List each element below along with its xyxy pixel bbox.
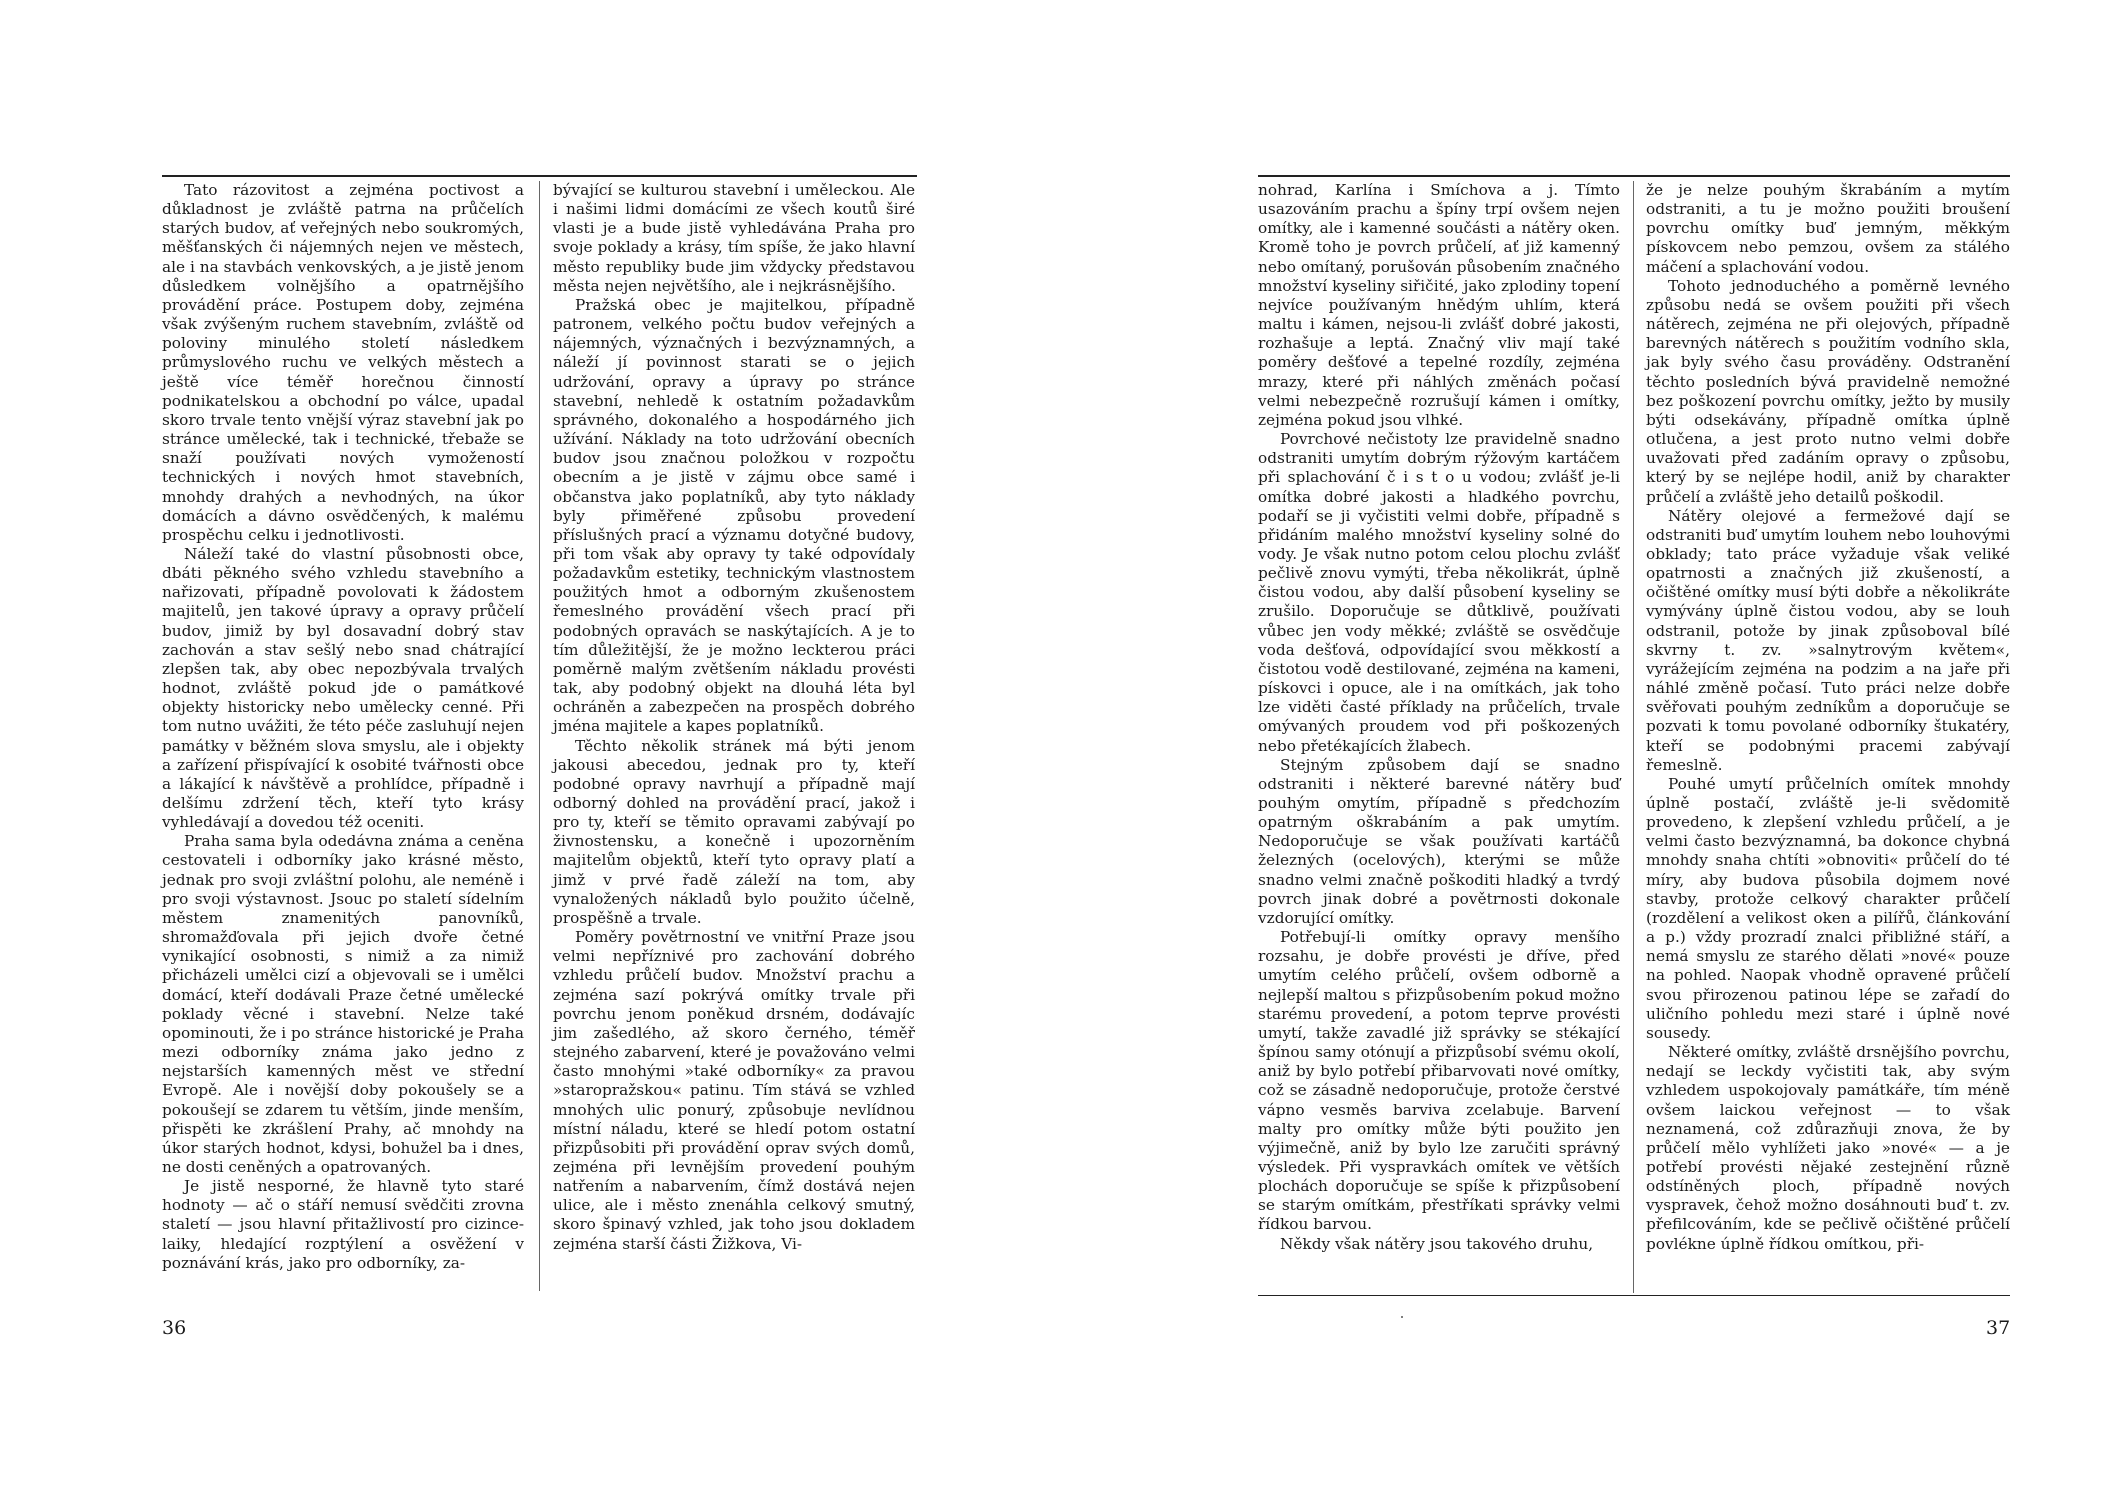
right-page-column-divider	[1633, 181, 1634, 1293]
paragraph: nohrad, Karlína i Smíchova a j. Tímto usazováním prachu a špíny trpí ovšem nejen omítky, ale i kamenné součásti a nátěry oken. Kromě toho je povrch průčelí, ať již kamenný nebo omítaný, porušován působením značného množství kyseliny siřičité, jako zplodiny topení nejvíce používaným hnědým uhlím, která maltu i kámen, nejsou-li zvlášť dobré jakosti, rozhašuje a leptá. Značný vliv mají také poměry dešťové a tepelné rozdíly, zejména mrazy, které při náhlých změnách počasí velmi nebezpečně rozrušují kámen i omítky, zejména pokud jsou vlhké.	[1258, 181, 1620, 429]
paragraph: Těchto několik stránek má býti jenom jakousi abecedou, jednak pro ty, kteří podobné opravy navrhují a případně mají odborný dohled na provádění prací, jakož i pro ty, kteří se těmito opravami zabývají po živnostensku, a konečně i upozorněním majitelům objektů, kteří tyto opravy platí a jimž v prvé řadě záleží na tom, aby vynaložených nákladů bylo použito účelně, prospěšně a trvale.	[553, 736, 915, 927]
paragraph: že je nelze pouhým škrabáním a mytím odstraniti, a tu je možno použiti broušení povrchu omítky buď jemným, měkkým pískovcem nebo pemzou, ovšem za stálého máčení a splachování vodou.	[1646, 181, 2010, 276]
left-page-number: 36	[162, 1317, 187, 1339]
paragraph: Pražská obec je majitelkou, případně patronem, velkého počtu budov veřejných a nájemných, význačných i bezvýznamných, a náleží jí povinnost starati se o jejich udržování, opravy a úpravy po stránce stavební, nehledě k ostatním požadavkům správného, dokonalého a hospodárného jich užívání. Náklady na toto udržování obecních budov jsou značnou položkou v rozpočtu obecním a je jistě v zájmu obce samé i občanstva jako poplatníků, aby tyto náklady byly přiměřené způsobu provedení příslušných prací a významu dotyčné budovy, při tom však aby opravy ty také odpovídaly požadavkům estetiky, technickým vlastnostem použitých hmot a odborným zkušenostem řemeslného provádění všech prací při podobných opravách se naskýtajících. A je to tím důležitější, že je možno leckterou práci poměrně malým zvětšením nákladu provésti tak, aby podobný objekt na dlouhá léta byl ochráněn a zabezpečen na prospěch dobrého jména majitele a kapes poplatníků.	[553, 295, 915, 736]
paragraph: Nátěry olejové a fermežové dají se odstraniti buď umytím louhem nebo louhovými obklady; tato práce vyžaduje však veliké opatrnosti a značných již zkušeností, a očištěné omítky musí býti dobře a několikráte vymývány úplně čistou vodou, aby se louh odstranil, potože by jinak způsoboval bílé skvrny t. zv. »salnytrovým květem«, vyrážejícím zejména na podzim a na jaře při náhlé změně počasí. Tuto práci nelze dobře svěřovati pouhým zedníkům a doporučuje se pozvati k tomu povolané odborníky štukatéry, kteří se podobnými pracemi zabývají řemeslně.	[1646, 506, 2010, 774]
paragraph: bývající se kulturou stavební i uměleckou. Ale i našimi lidmi domácími ze všech koutů širé vlasti je a bude jistě vyhledávána Praha pro svoje poklady a krásy, tím spíše, že jako hlavní město republiky bude jim vždycky představou města nejen největšího, ale i nejkrásnějšího.	[553, 181, 915, 295]
paragraph: Povrchové nečistoty lze pravidelně snadno odstraniti umytím dobrým rýžovým kartáčem při splachování č i s t o u vodou; zvlášť je-li omítka dobré jakosti a hladkého povrchu, podaří se ji vyčistiti velmi dobře, případně s přidáním malého množství kyseliny solné do vody. Je však nutno potom celou plochu zvlášť pečlivě znovu vymýti, třeba několikrát, úplně čistou vodou, aby další působení kyseliny se zrušilo. Doporučuje se důtklivě, používati vůbec jen vody měkké; zvláště se osvědčuje voda dešťová, odpovídající svou měkkostí a čistotou vodě destilované, zejména na kameni, pískovci i opuce, ale i na omítkách, jak toho lze viděti časté příklady na průčelích, trvale omývaných proudem vod při poškozených nebo přetékajících žlabech.	[1258, 430, 1620, 755]
paragraph: Tohoto jednoduchého a poměrně levného způsobu nedá se ovšem použiti při všech nátěrech, zejména ne při olejových, případně barevných nátěrech s použitím vodního skla, jak byly svého času prováděny. Odstranění těchto posledních bývá pravidelně nemožné bez poškození povrchu omítky, ježto by musily býti odsekávány, případně omítka úplně otlučena, a jest proto nutno velmi dobře uvažovati před zadáním opravy o způsobu, který by se nejlépe hodil, aniž by charakter průčelí a zvláště jeho detailů poškodil.	[1646, 276, 2010, 506]
paragraph: Praha sama byla odedávna známa a ceněna cestovateli i odborníky jako krásné město, jednak pro svoji zvláštní polohu, ale neméně i pro svoji výstavnost. Jsouc po staletí sídelním městem znamenitých panovníků, shromažďovala při jejich dvoře četné vynikající osobnosti, s nimiž a za nimiž přicházeli umělci cizí a objevovali se i umělci domácí, kteří dodávali Praze četné umělecké poklady věcné i stavební. Nelze také opominouti, že i po stránce historické je Praha mezi odborníky známa jako jedno z nejstarších kamenných měst ve střední Evropě. Ale i novější doby pokoušely se a pokoušejí se zdarem tu větším, jinde menším, přispěti ke zkrášlení Prahy, ač mnohdy na úkor starých hodnot, kdysi, bohužel ba i dnes, ne dosti ceněných a opatrovaných.	[162, 832, 524, 1176]
paragraph: Někdy však nátěry jsou takového druhu,	[1280, 1234, 1594, 1253]
right-page-top-rule	[1258, 175, 2010, 177]
right-page-bottom-rule	[1258, 1295, 2010, 1296]
paragraph: Poměry povětrnostní ve vnitřní Praze jsou velmi nepříznivé pro zachování dobrého vzhledu průčelí budov. Množství prachu a zejména sazí pokrývá omítky trvale při povrchu jenom poněkud drsném, dodávajíc jim zašedlého, až skoro černého, téměř stejného zabarvení, které je považováno velmi často mnohými »také odborníky« za pravou »staropražskou« patinu. Tím stává se vzhled mnohých ulic ponurý, způsobuje nevlídnou místní náladu, které se hledí potom ostatní přizpůsobiti při provádění oprav svých domů, zejména při levnějším provedení pouhým natřením a nabarvením, čímž dostává nejen ulice, ale i město znenáhla celkový smutný, skoro špinavý vzhled, jak toho jsou dokladem zejména starší části Žižkova, Vi-	[553, 928, 915, 1253]
right-page-number: 37	[1986, 1317, 2011, 1339]
paragraph: Pouhé umytí průčelních omítek mnohdy úplně postačí, zvláště je-li svědomitě provedeno, k zlepšení vzhledu průčelí, a je velmi často bezvýznamná, ba dokonce chybná mnohdy snaha chtíti »obnoviti« průčelí do té míry, aby budova působila dojmem nové stavby, protože celkový charakter průčelí (rozdělení a velikost oken a pilířů, článkování a p.) vždy prozradí znalci přibližné stáří, a nemá smyslu ze starého dělati »nové« pouze na pohled. Naopak vhodně opravené průčelí svou přirozenou patinou lépe se zařadí do uličního pohledu mezi staré i úplně nové sousedy.	[1646, 774, 2010, 1042]
paragraph: Tato rázovitost a zejména poctivost a důkladnost je zvláště patrna na průčelích starých budov, ať veřejných nebo soukromých, měšťanských či nájemných nejen ve městech, ale i na stavbách venkovských, a je jistě jenom důsledkem volnějšího a opatrnějšího provádění práce. Postupem doby, zejména však zvýšeným ruchem stavebním, zvláště od poloviny minulého století následkem průmyslového ruchu ve velkých městech a ještě více téměř horečnou činností podnikatelskou a obchodní po válce, upadal skoro trvale tento vnější výraz stavební jak po stránce umělecké, tak i technické, třebaže se snaží používati nových vymožeností technických i nových hmot stavebních, mnohdy drahých a nevhodných, na úkor domácích a dávno osvědčených, k malému prospěchu celku i jednotlivosti.	[162, 181, 524, 544]
paragraph: Stejným způsobem dají se snadno odstraniti i některé barevné nátěry buď pouhým omytím, případně s předchozím opatrným oškrabáním a pak umytím. Nedoporučuje se však používati kartáčů železných (ocelových), kterými se může snadno velmi značně poškoditi hladký a tvrdý povrch jinak dobré a povětrnosti dokonale vzdorující omítky.	[1258, 755, 1620, 927]
paragraph: Potřebují-li omítky opravy menšího rozsahu, je dobře provésti je dříve, před umytím celého průčelí, ovšem odborně a nejlepší maltou s přizpůsobením pokud možno starému provedení, a potom teprve provésti umytí, takže zavadlé již správky se stékající špínou samy otónují a přizpůsobí svému okolí, aniž by bylo potřebí přibarvovati nové omítky, což se zásadně nedoporučuje, protože čerstvé vápno vesměs barviva zcelabuje. Barvení malty pro omítky může býti použito jen výjimečně, aniž by bylo lze zaručiti správný výsledek. Při vyspravkách omítek ve větších plochách doporučuje se spíše k přizpůsobení se starým omítkám, přestříkati správky velmi řídkou barvou.	[1258, 928, 1620, 1234]
right-page-column-2	[1646, 181, 2010, 1254]
paragraph: Náleží také do vlastní působnosti obce, dbáti pěkného svého vzhledu stavebního a nařizovati, případně povolovati k žádostem majitelů, jen takové úpravy a opravy průčelí budov, jimiž by byl dosavadní dobrý stav zachován a stav sešlý nebo snad chátrající zlepšen tak, aby obec nepozbývala trvalých hodnot, zvláště pokud jde o památkové objekty historicky nebo umělecky cenné. Při tom nutno uvážiti, že této péče zasluhují nejen památky v běžném slova smyslu, ale i objekty a zařízení přispívající k osobité tvářnosti obce a lákající k návštěvě a prohlídce, případně i delšímu zdržení těch, kteří tyto krásy vyhledávají a dovedou též oceniti.	[162, 544, 524, 832]
left-page-top-rule	[162, 175, 917, 177]
left-page-column-2	[553, 181, 915, 1254]
left-page-column-divider	[539, 181, 540, 1291]
left-page-column-1	[162, 181, 524, 1273]
paragraph: Některé omítky, zvláště drsnějšího povrchu, nedají se leckdy vyčistiti tak, aby svým vzhledem uspokojovaly památkáře, tím méně ovšem laickou veřejnost — to však neznamená, což zdůrazňuji znova, že by průčelí mělo vyhlížeti jako »nové« — a je potřebí provésti nějaké zestejnění různě odstíněných ploch, případně nových vyspravek, čehož možno dosáhnouti buď t. zv. přefilcováním, kde se pečlivě očištěné průčelí povlékne úplně řídkou omítkou, při-	[1646, 1043, 2010, 1253]
right-page-column-1	[1258, 181, 1620, 1254]
print-speck	[1401, 1316, 1403, 1318]
paragraph: Je jistě nesporné, že hlavně tyto staré hodnoty — ač o stáří nemusí svědčiti zrovna staletí — jsou hlavní přitažlivostí pro cizince-laiky, hledající rozptýlení a osvěžení v poznávání krás, jako pro odborníky, za-	[162, 1177, 524, 1272]
